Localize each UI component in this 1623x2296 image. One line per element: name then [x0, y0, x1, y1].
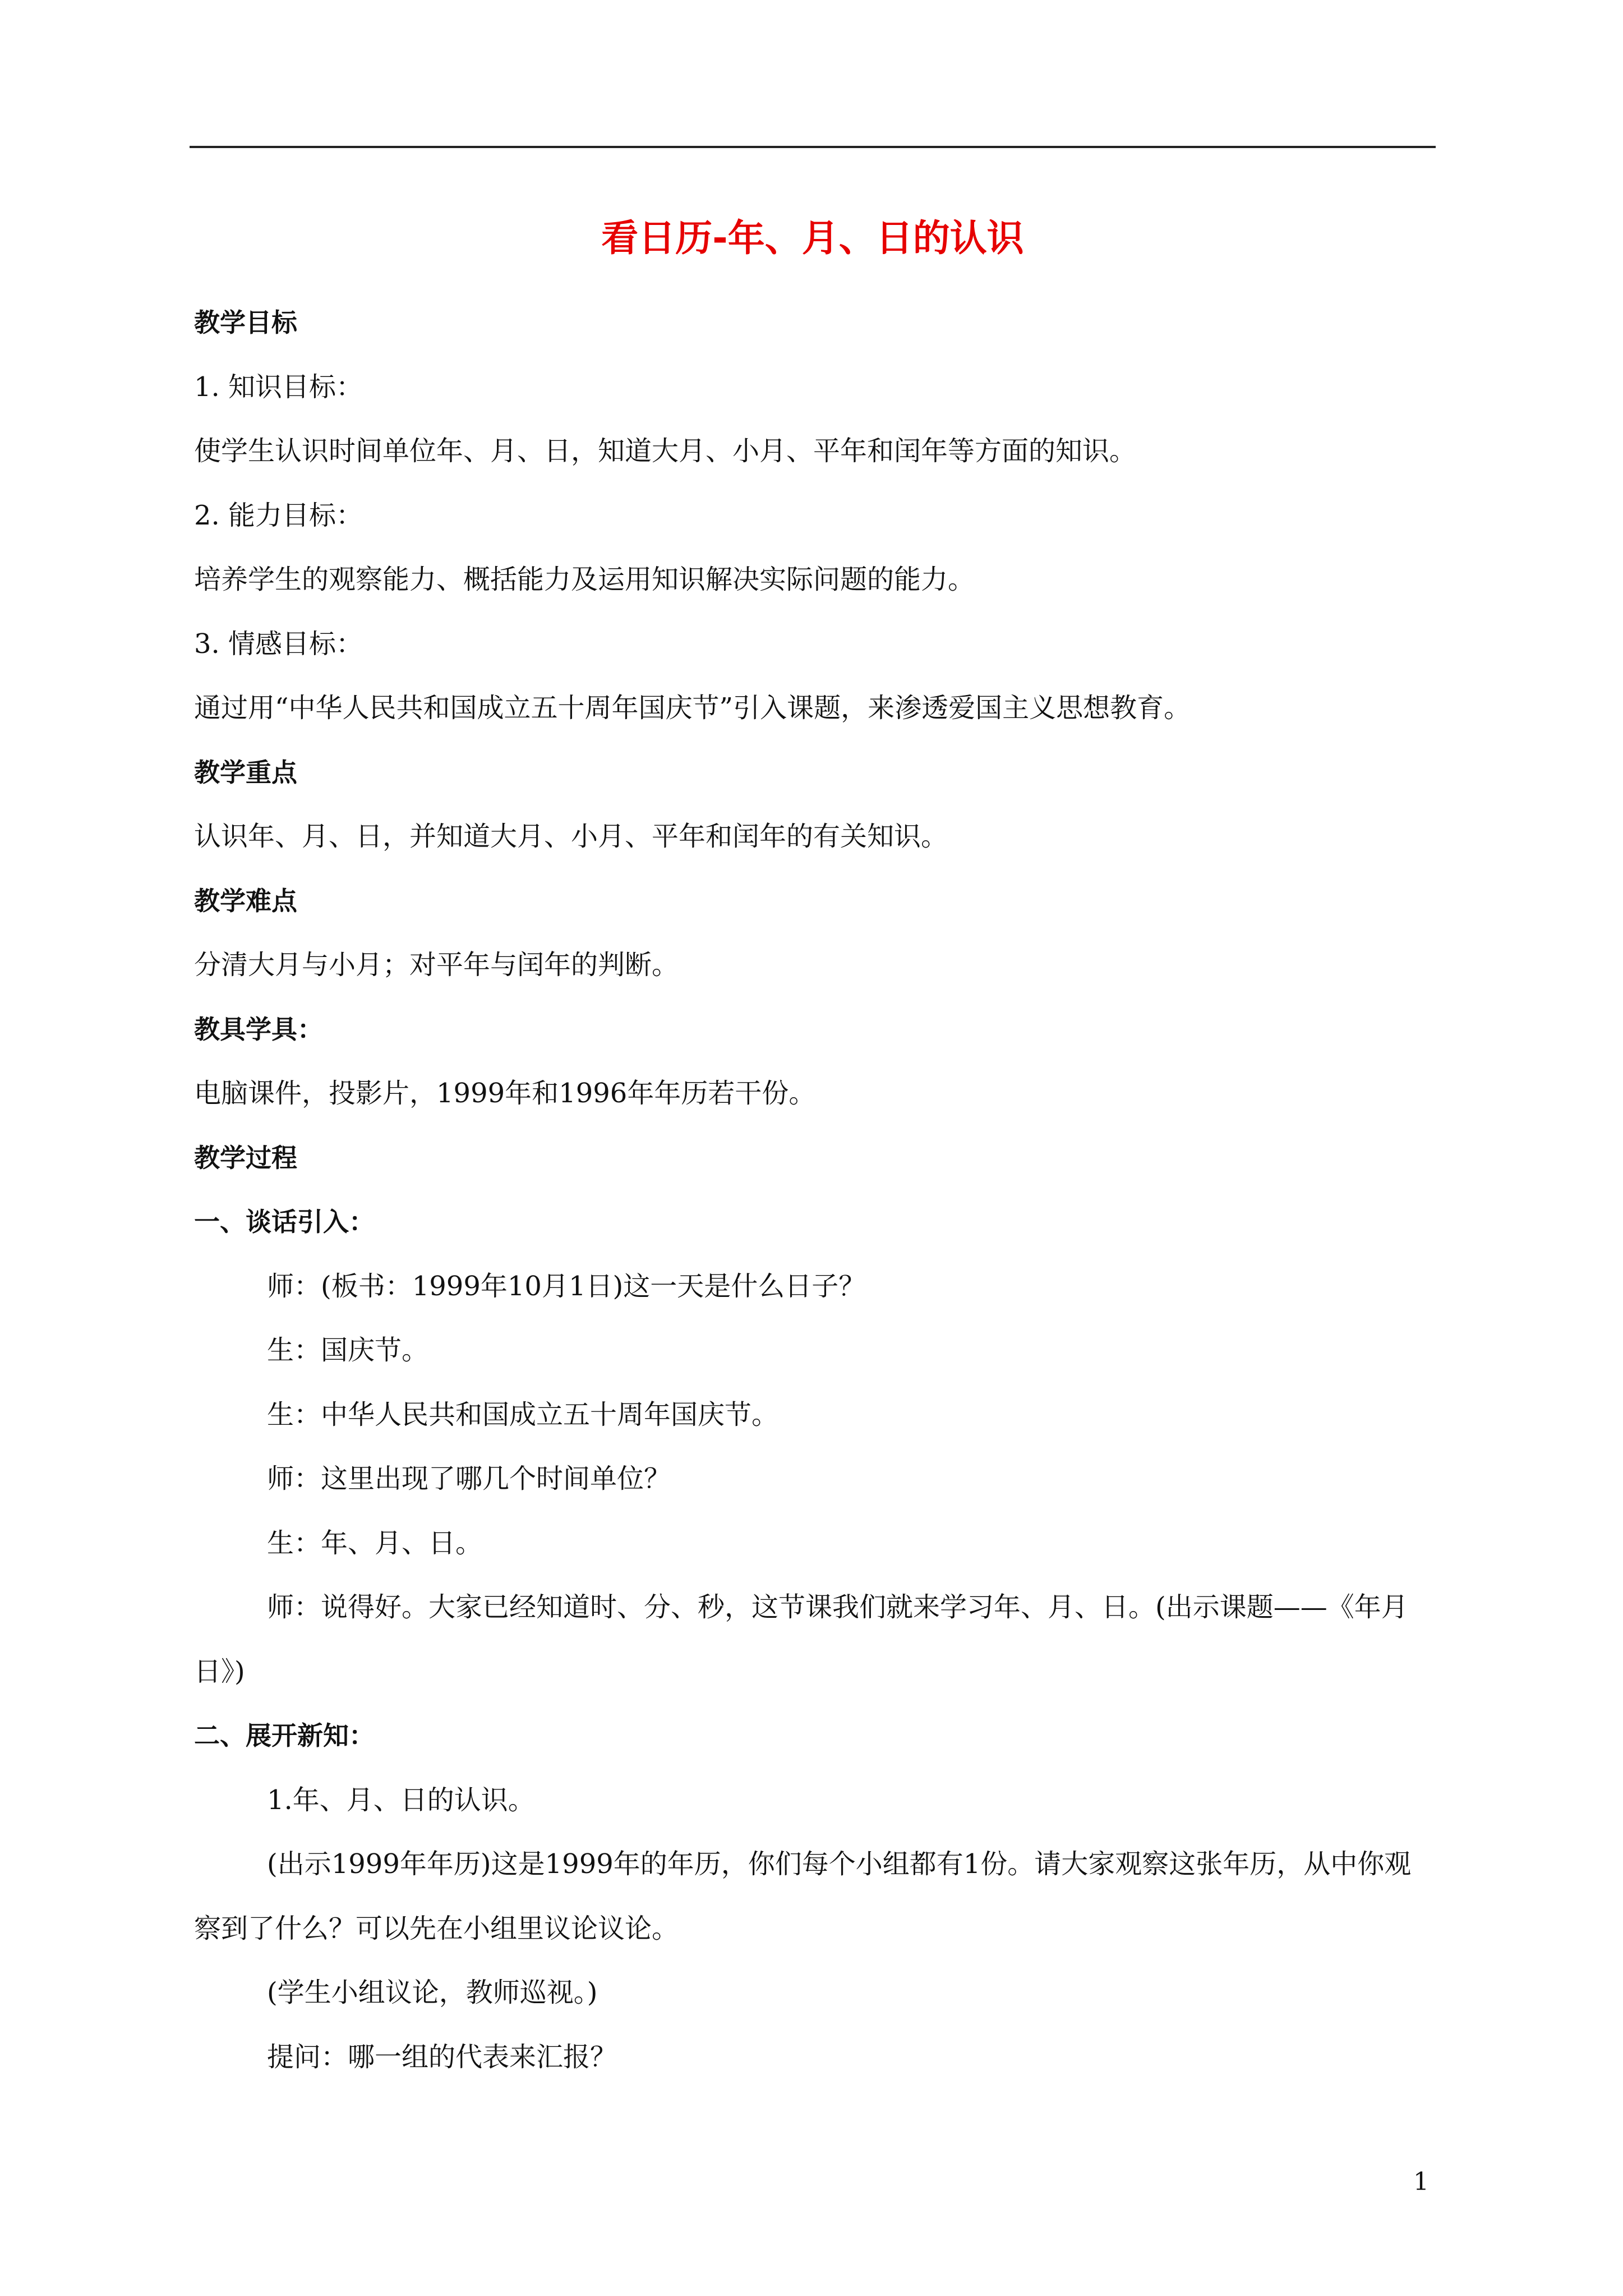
objective-ability-label: 2. 能力目标： [194, 499, 363, 531]
heading-teaching-objectives: 教学目标 [194, 307, 297, 338]
subsection-title: 1.年、月、日的认识。 [267, 1784, 535, 1816]
objective-knowledge-text: 使学生认识时间单位年、月、日，知道大月、小月、平年和闰年等方面的知识。 [194, 435, 1137, 467]
heading-teaching-aids: 教具学具： [194, 1014, 323, 1045]
objective-emotion-text: 通过用“中华人民共和国成立五十周年国庆节”引入课题，来渗透爱国主义思想教育。 [194, 692, 1191, 724]
difficult-points-text: 分清大月与小月；对平年与闰年的判断。 [194, 949, 679, 981]
dialogue-line: 生：年、月、日。 [267, 1527, 483, 1559]
heading-difficult-points: 教学难点 [194, 885, 297, 916]
document-body [194, 291, 1436, 2089]
dialogue-line: 师：(板书：1999年10月1日)这一天是什么日子？ [267, 1270, 866, 1302]
dialogue-line: 师：这里出现了哪几个时间单位？ [267, 1463, 671, 1494]
dialogue-paragraph: 师：说得好。大家已经知道时、分、秒，这节课我们就来学习年、月、日。(出示课题——《年月日》) [194, 1591, 1408, 1687]
heading-new-knowledge: 二、展开新知： [194, 1720, 375, 1751]
teaching-aids-text: 电脑课件，投影片，1999年和1996年年历若干份。 [194, 1078, 816, 1109]
dialogue-line: 生：中华人民共和国成立五十周年国庆节。 [267, 1398, 779, 1430]
document-title: 看日历-年、月、日的认识 [601, 217, 1024, 260]
page-number: 1 [1413, 2168, 1429, 2196]
body-line: (学生小组议论，教师巡视。) [267, 1977, 598, 2008]
heading-introduction: 一、谈话引入： [194, 1207, 375, 1237]
body-paragraph: (出示1999年年历)这是1999年的年历，你们每个小组都有1份。请大家观察这张年历，从中你观察到了什么？可以先在小组里议论议论。 [194, 1848, 1412, 1944]
objective-knowledge-label: 1. 知识目标： [194, 371, 363, 403]
body-line: 提问：哪一组的代表来汇报？ [267, 2041, 617, 2073]
heading-key-points: 教学重点 [194, 757, 297, 788]
objective-ability-text: 培养学生的观察能力、概括能力及运用知识解决实际问题的能力。 [194, 564, 975, 595]
dialogue-line: 生：国庆节。 [267, 1335, 429, 1366]
objective-emotion-label: 3. 情感目标： [194, 628, 363, 660]
header-rule [190, 146, 1436, 148]
heading-teaching-process: 教学过程 [194, 1142, 297, 1173]
key-points-text: 认识年、月、日，并知道大月、小月、平年和闰年的有关知识。 [194, 821, 948, 852]
